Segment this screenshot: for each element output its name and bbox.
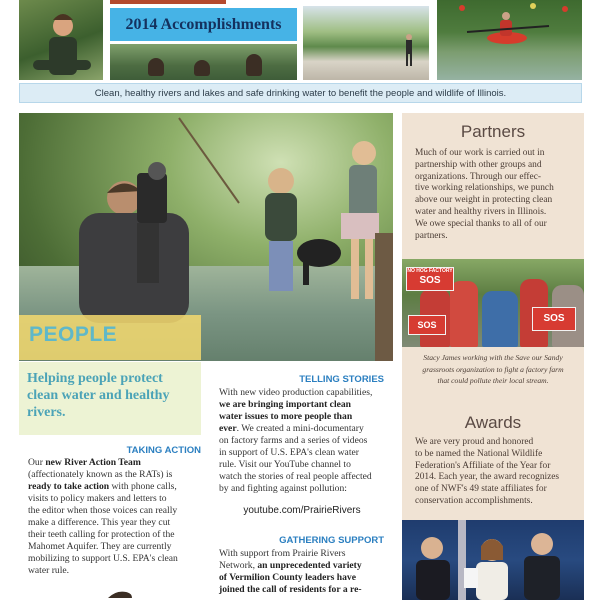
sos-caption-box [402, 347, 584, 402]
people-label-text: PEOPLE [29, 323, 118, 346]
partners-line: We owe special thanks to all of our [415, 218, 547, 229]
telling-stories-body [219, 387, 385, 495]
awards-line: conservation accomplishments. [415, 495, 533, 506]
sos-sign [406, 267, 454, 291]
gathering-line: With support from Prairie Rivers [219, 548, 346, 559]
sos-rally-photo [402, 259, 584, 347]
people-subhead-box [19, 362, 201, 435]
sos-sign-text: SOS [419, 275, 441, 286]
gathering-line: joined the call of residents for a re- [219, 584, 362, 595]
partners-box [402, 113, 584, 259]
telling-stories-line: in support of U.S. EPA's clean water [219, 447, 359, 458]
taking-action-line: Our new River Action Team [28, 457, 141, 468]
sos-caption [410, 352, 576, 387]
telling-stories-line: With new video production capabilities, [219, 387, 373, 398]
telling-stories-line: water issues to more people than [219, 411, 353, 422]
people-section-label [19, 315, 201, 360]
taking-action-heading: TAKING ACTION [126, 445, 201, 456]
top-photo-strip [110, 0, 226, 4]
taking-action-line: Mahomet Aquifer. They are currently [28, 541, 172, 552]
kayak-photo [437, 0, 582, 80]
partners-line: partnership with other groups and [415, 159, 542, 170]
taking-action-line: visits to policy makers and letters to [28, 493, 167, 504]
rally-person [450, 281, 478, 347]
otter-1 [148, 58, 164, 76]
rally-person [482, 291, 518, 347]
telling-stories-line: we are bringing important clean [219, 399, 351, 410]
otters-photo [110, 44, 297, 80]
sos-caption-line: grassroots organization to fight a factory farm [422, 364, 564, 374]
gathering-support-body [219, 548, 385, 596]
otter-logo-icon [106, 588, 134, 600]
walker-figure [303, 6, 429, 80]
telling-stories-line: rule. Visit our YouTube channel to [219, 459, 351, 470]
boy-in-woods-photo [19, 0, 103, 80]
telling-stories-line: on factory farms and a series of videos [219, 435, 368, 446]
sos-caption-line: that could pollute their local stream. [437, 376, 549, 385]
taking-action-line: mobilizing to support U.S. EPA's clean [28, 553, 178, 564]
awards-line: 2014. Each year, the award recognizes [415, 472, 560, 483]
taking-action-line: their teeth calling for protection of the [28, 529, 175, 540]
awards-line: one of NWF's 49 state affiliates for [415, 484, 547, 495]
partners-line: partners. [415, 230, 448, 241]
boy-figure [19, 0, 103, 80]
telling-stories-line: watch the stories of real people affected [219, 471, 372, 482]
partners-title: Partners [460, 122, 526, 141]
partners-line: above our weight in protecting clean [415, 195, 553, 206]
taking-action-line: the editor when those voices can really [28, 505, 178, 516]
award-recipients [402, 520, 584, 600]
partners-line: tive working relationships, we punch [415, 183, 554, 194]
people-subhead: Helping people protect clean water and healthy rivers. [27, 371, 170, 420]
taking-action-line: (affectionately known as the RATs) is [28, 469, 173, 480]
awards-box [402, 402, 584, 520]
telling-stories-line: by and fighting against pollution: [219, 483, 347, 494]
gathering-line: of Vermilion County leaders have [219, 572, 356, 583]
youtube-link[interactable]: youtube.com/PrairieRivers [243, 505, 361, 516]
telling-stories-line: ever. We created a mini-documentary [219, 423, 364, 434]
taking-action-body [28, 457, 193, 577]
awards-title: Awards [464, 413, 522, 432]
tagline-banner: Clean, healthy rivers and lakes and safe drinking water to benefit the people and wildlife of Illinois. [19, 83, 582, 103]
otter-2 [194, 60, 210, 76]
partners-body [415, 148, 573, 242]
sos-sign-subtext: NO HOG FACTORY [407, 268, 453, 274]
telling-stories-heading: TELLING STORIES [299, 374, 384, 385]
gathering-support-heading: GATHERING SUPPORT [279, 535, 384, 546]
partners-line: organizations. Through our effec- [415, 171, 542, 182]
taking-action-line: make a difference. This year they cut [28, 517, 171, 528]
awards-ceremony-photo [402, 520, 584, 600]
awards-body [415, 437, 573, 508]
gathering-line: Network, an unprecedented variety [219, 560, 362, 571]
sos-sign: SOS [408, 315, 446, 335]
kayak-figure [437, 0, 582, 80]
otter-3 [246, 54, 262, 76]
awards-line: We are very proud and honored [415, 437, 534, 447]
awards-line: to be named the National Wildlife [415, 448, 543, 459]
partners-line: water and healthy rivers in Illinois. [415, 206, 547, 217]
river-walk-photo [303, 6, 429, 80]
taking-action-line: ready to take action with phone calls, [28, 481, 177, 492]
sos-sign: SOS [532, 307, 576, 331]
page-title: 2014 Accomplishments [110, 8, 297, 41]
sos-caption-line: Stacy James working with the Save our Sandy [423, 353, 563, 362]
awards-line: Federation's Affiliate of the Year for [415, 460, 551, 471]
partners-line: Much of our work is carried out in [415, 148, 545, 158]
taking-action-line: water rule. [28, 565, 70, 576]
